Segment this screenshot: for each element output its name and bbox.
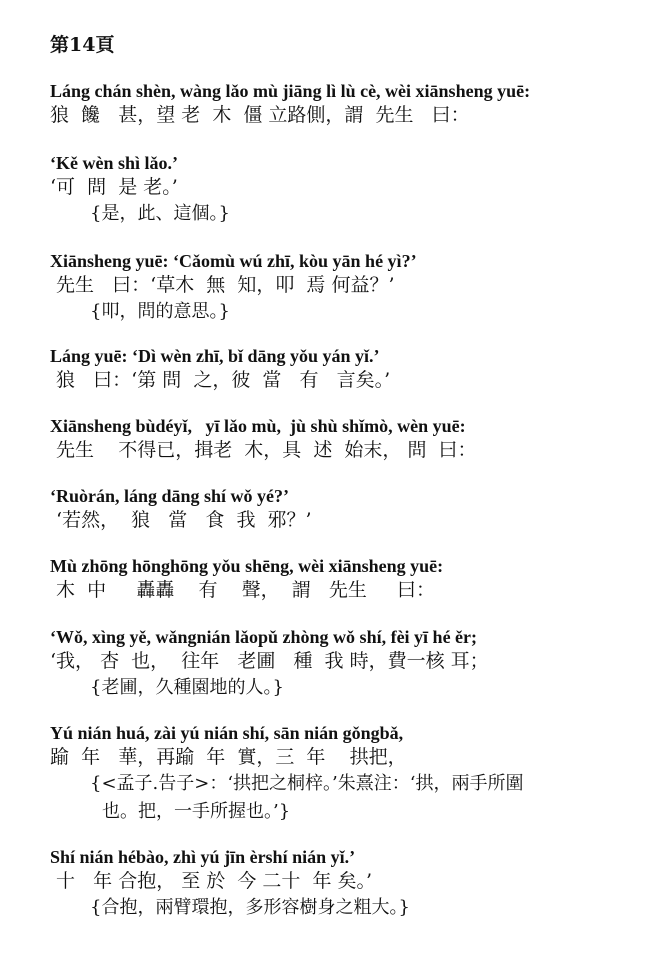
chinese-line: 狼 曰：‘第 問 之，彼 當 有 言矣。’	[50, 369, 391, 391]
annotation-note: {是，此、這個。}	[90, 203, 230, 224]
pinyin-line: Láng chán shèn, wàng lǎo mù jiāng lì lù cè, wèi xiānsheng yuē:	[50, 81, 531, 101]
stanza-9	[50, 722, 652, 826]
stanza-3	[50, 250, 652, 326]
stanza-8	[50, 626, 652, 702]
chinese-line: ‘若然， 狼 當 食 我 邪？’	[50, 509, 312, 531]
stanza-10	[50, 846, 652, 922]
pinyin-line: Láng yuē: ‘Dì wèn zhī, bǐ dāng yǒu yán yǐ.’	[50, 346, 380, 366]
stanza-6	[50, 485, 652, 533]
chinese-line: 先生 曰：‘草木 無 知，叩 焉 何益？’	[50, 274, 395, 296]
pinyin-line: ‘Wǒ, xìng yě, wǎngnián lǎopǔ zhòng wǒ shí, fèi yī hé ěr;	[50, 627, 478, 647]
pinyin-line: Mù zhōng hōnghōng yǒu shēng, wèi xiānsheng yuē:	[50, 556, 444, 576]
chinese-line: 狼 饞 甚，望 老 木 僵 立路側，謂 先生 曰：	[50, 104, 470, 126]
stanza-1	[50, 80, 652, 128]
annotation-note-continued: 也。把，一手所握也。’}	[102, 801, 291, 822]
chinese-line: ‘可 問 是 老。’	[50, 176, 178, 198]
stanza-7	[50, 555, 652, 603]
pinyin-line: Xiānsheng bùdéyǐ, yī lǎo mù, jù shù shǐmò, wèn yuē:	[50, 416, 466, 436]
chinese-line: 踰 年 華，再踰 年 實，三 年 拱把，	[50, 746, 407, 768]
pinyin-line: ‘Ruòrán, láng dāng shí wǒ yé?’	[50, 486, 290, 506]
annotation-note: {合抱，兩臂環抱，多形容樹身之粗大。}	[90, 897, 410, 918]
stanza-4	[50, 345, 652, 393]
stanza-5	[50, 415, 652, 463]
pinyin-line: Shí nián hébào, zhì yú jīn èrshí nián yǐ.’	[50, 847, 356, 867]
annotation-note: {<孟子.告子>：‘拱把之桐梓。’朱熹注：‘拱，兩手所圍	[90, 773, 524, 794]
annotation-note: {老圃，久種園地的人。}	[90, 677, 284, 698]
chinese-line: 十 年 合抱， 至 於 今 二十 年 矣。’	[50, 870, 373, 892]
chinese-line: 木 中 轟轟 有 聲， 謂 先生 曰：	[50, 579, 436, 601]
annotation-note: {叩，問的意思。}	[90, 301, 230, 322]
chinese-line: ‘我， 杏 也， 往年 老圃 種 我 時，費一核 耳；	[50, 650, 489, 672]
pinyin-line: Xiānsheng yuē: ‘Cǎomù wú zhī, kòu yān hé yì?’	[50, 251, 417, 271]
chinese-line: 先生 不得已，揖老 木，具 述 始末， 問 曰：	[50, 439, 477, 461]
stanza-2	[50, 152, 652, 228]
pinyin-line: Yú nián huá, zài yú nián shí, sān nián gǒngbǎ,	[50, 723, 404, 743]
pinyin-line: ‘Kě wèn shì lǎo.’	[50, 153, 178, 173]
page-header: 第14頁	[50, 34, 115, 56]
